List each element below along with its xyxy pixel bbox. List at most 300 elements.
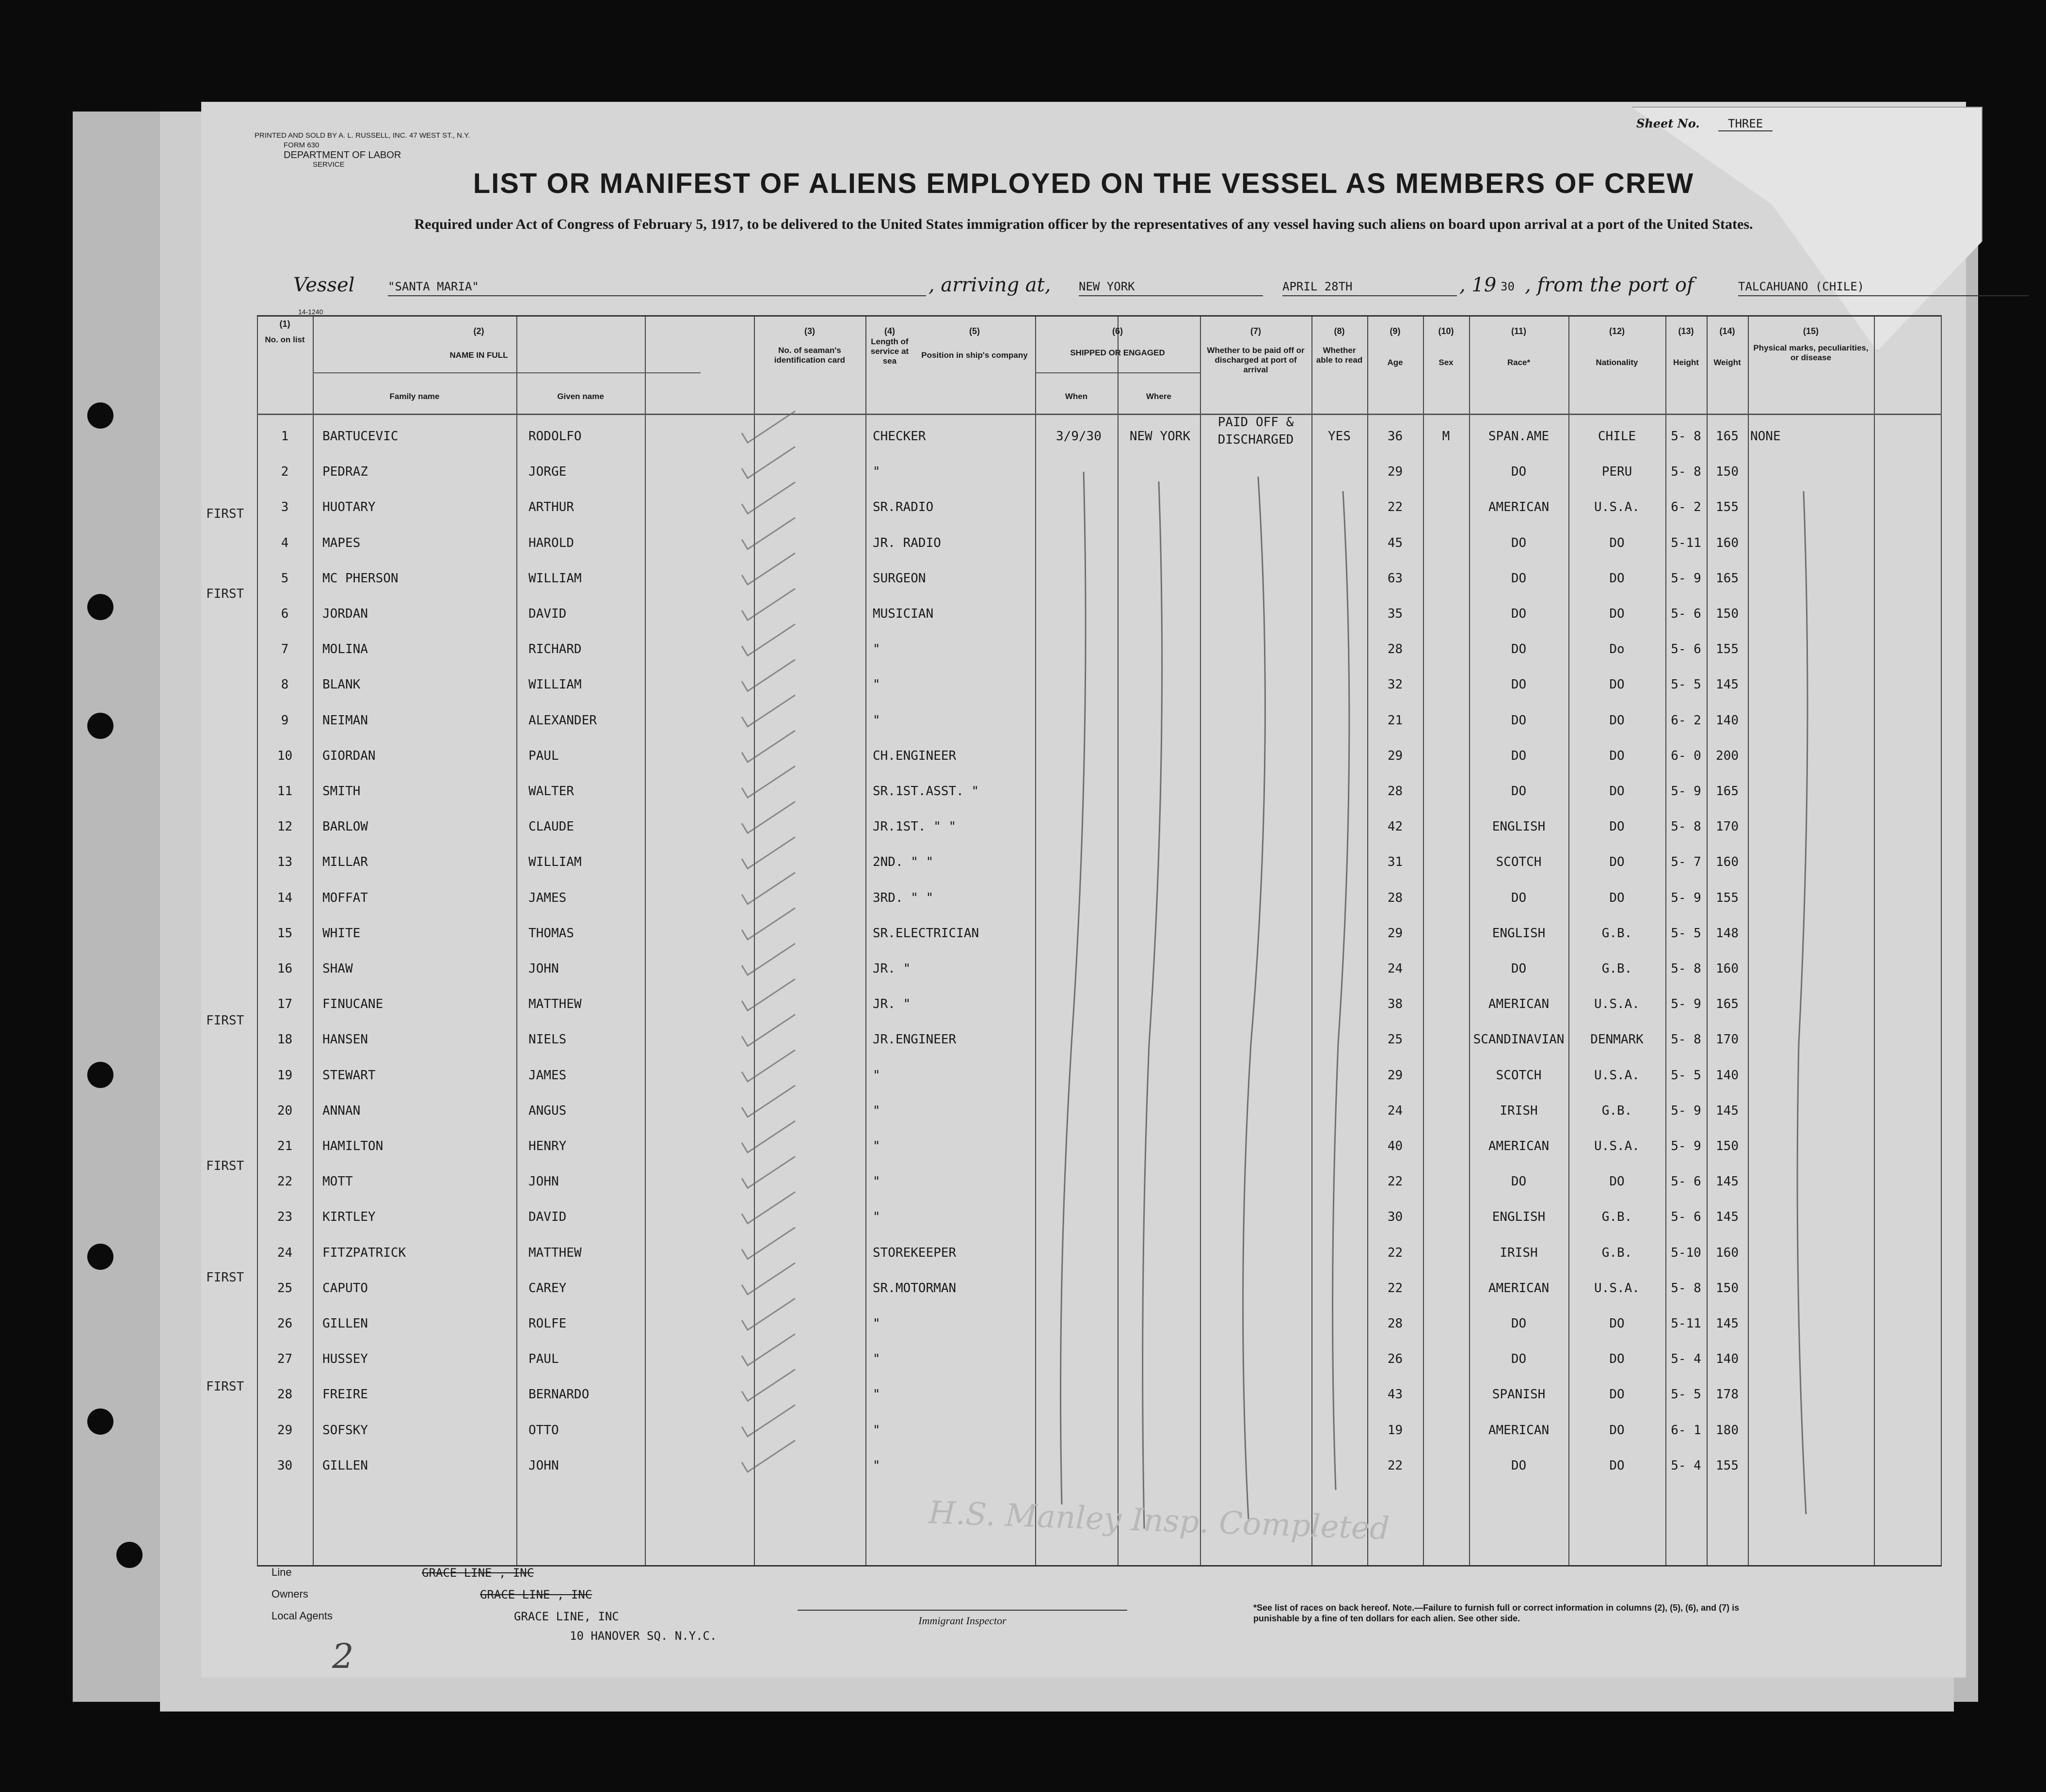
cell-position: " bbox=[873, 1458, 880, 1473]
cell-family: CAPUTO bbox=[322, 1280, 368, 1296]
cell-nat: U.S.A. bbox=[1594, 500, 1640, 515]
cell-weight: 160 bbox=[1716, 1245, 1739, 1260]
cell-no: 2 bbox=[281, 464, 289, 480]
margin-note: FIRST bbox=[206, 1379, 244, 1394]
cell-height: 6- 2 bbox=[1671, 713, 1701, 728]
cell-height: 5-11 bbox=[1671, 1316, 1701, 1331]
col-num-3: (3) bbox=[804, 326, 815, 336]
cell-age: 30 bbox=[1387, 1210, 1403, 1225]
cell-given: ROLFE bbox=[528, 1316, 567, 1331]
cell-height: 6- 0 bbox=[1671, 748, 1701, 763]
cell-given: WILLIAM bbox=[528, 677, 582, 692]
header-physical-marks: Physical marks, peculiarities, or disease bbox=[1753, 343, 1869, 362]
cell-race: DO bbox=[1511, 677, 1527, 692]
cell-no: 13 bbox=[277, 855, 293, 870]
pencil-marks bbox=[257, 317, 1942, 1565]
col-num-5: (5) bbox=[969, 326, 980, 336]
cell-position: CHECKER bbox=[873, 429, 926, 444]
col-num-13: (13) bbox=[1678, 326, 1694, 336]
cell-height: 5- 6 bbox=[1671, 642, 1701, 657]
cell-no: 5 bbox=[281, 571, 289, 586]
cell-race: DO bbox=[1511, 1352, 1527, 1367]
header-weight: Weight bbox=[1713, 358, 1741, 367]
cell-family: HUOTARY bbox=[322, 500, 376, 515]
cell-race: IRISH bbox=[1500, 1245, 1538, 1260]
header-where: Where bbox=[1146, 392, 1171, 401]
cell-race: AMERICAN bbox=[1488, 1280, 1550, 1296]
cell-no: 1 bbox=[281, 429, 289, 444]
port-label: , from the port of bbox=[1525, 274, 1694, 296]
cell-age: 45 bbox=[1387, 535, 1403, 550]
cell-family: MOLINA bbox=[322, 642, 368, 657]
col-num-15: (15) bbox=[1803, 326, 1819, 336]
cell-given: ARTHUR bbox=[528, 500, 574, 515]
cell-nat: DO bbox=[1609, 890, 1625, 905]
cell-family: MAPES bbox=[322, 535, 361, 550]
cell-race: AMERICAN bbox=[1488, 500, 1550, 515]
cell-nat: G.B. bbox=[1601, 1103, 1632, 1118]
cell-weight: 180 bbox=[1716, 1423, 1739, 1438]
cell-nat: DO bbox=[1609, 1352, 1625, 1367]
cell-no: 7 bbox=[281, 642, 289, 657]
cell-weight: 150 bbox=[1716, 464, 1739, 480]
cell-weight: 155 bbox=[1716, 500, 1739, 515]
vessel-value: "SANTA MARIA" bbox=[388, 280, 926, 296]
cell-height: 5- 8 bbox=[1671, 961, 1701, 976]
printer-line: SERVICE bbox=[313, 160, 345, 169]
cell-given: CAREY bbox=[528, 1280, 567, 1296]
cell-no: 25 bbox=[277, 1280, 293, 1296]
margin-note: FIRST bbox=[206, 1270, 244, 1285]
cell-position: SURGEON bbox=[873, 571, 926, 586]
cell-position: MUSICIAN bbox=[873, 607, 934, 621]
cell-height: 5- 6 bbox=[1671, 1174, 1701, 1189]
header-given-name: Given name bbox=[557, 392, 604, 401]
owners-value: GRACE LINE , INC bbox=[480, 1588, 592, 1601]
col-num-9: (9) bbox=[1390, 326, 1401, 336]
cell-weight: 140 bbox=[1716, 1352, 1739, 1367]
sheet-label: Sheet No. bbox=[1636, 116, 1700, 130]
cell-age: 22 bbox=[1387, 1174, 1403, 1189]
col-num-11: (11) bbox=[1511, 326, 1527, 336]
header-paid-off: Whether to be paid off or discharged at port of arrival bbox=[1207, 346, 1305, 374]
cell-age: 22 bbox=[1387, 1245, 1403, 1260]
cell-given: JORGE bbox=[528, 464, 567, 480]
cell-family: KIRTLEY bbox=[322, 1210, 376, 1225]
cell-family: NEIMAN bbox=[322, 713, 368, 728]
punch-hole bbox=[87, 1408, 113, 1435]
cell-no: 23 bbox=[277, 1210, 293, 1225]
printer-line: PRINTED AND SOLD BY A. L. RUSSELL, INC. 47 WEST ST., N.Y. bbox=[255, 131, 470, 140]
cell-height: 5- 9 bbox=[1671, 1139, 1701, 1153]
cell-race: DO bbox=[1511, 748, 1527, 763]
margin-note: FIRST bbox=[206, 1013, 244, 1028]
cell-weight: 160 bbox=[1716, 535, 1739, 550]
cell-race: DO bbox=[1511, 1316, 1527, 1331]
cell-given: ALEXANDER bbox=[528, 713, 597, 728]
cell-position: " bbox=[873, 464, 880, 480]
cell-height: 5- 4 bbox=[1671, 1352, 1701, 1367]
cell-weight: 145 bbox=[1716, 1210, 1739, 1225]
cell-no: 26 bbox=[277, 1316, 293, 1331]
cell-nat: U.S.A. bbox=[1594, 1068, 1640, 1083]
cell-given: THOMAS bbox=[528, 926, 574, 941]
cell-no: 11 bbox=[277, 784, 293, 799]
cell-when: 3/9/30 bbox=[1056, 429, 1102, 444]
cell-no: 6 bbox=[281, 607, 289, 621]
cell-height: 5-11 bbox=[1671, 535, 1701, 550]
cell-height: 6- 2 bbox=[1671, 500, 1701, 515]
cell-given: DAVID bbox=[528, 607, 567, 621]
line-label: Line bbox=[272, 1566, 292, 1578]
cell-nat: DO bbox=[1609, 535, 1625, 550]
cell-no: 28 bbox=[277, 1387, 293, 1402]
header-able-to-read: Whether able to read bbox=[1316, 346, 1363, 365]
cell-age: 29 bbox=[1387, 748, 1403, 763]
header-nationality: Nationality bbox=[1596, 358, 1638, 367]
cell-race: DO bbox=[1511, 607, 1527, 621]
cell-nat: U.S.A. bbox=[1594, 1139, 1640, 1153]
cell-family: HANSEN bbox=[322, 1032, 368, 1047]
cell-given: RODOLFO bbox=[528, 429, 582, 444]
cell-age: 36 bbox=[1387, 429, 1403, 444]
header-name-in-full: NAME IN FULL bbox=[449, 351, 508, 360]
cell-weight: 165 bbox=[1716, 571, 1739, 586]
cell-given: JOHN bbox=[528, 961, 559, 976]
cell-given: PAUL bbox=[528, 1352, 559, 1367]
cell-position: " bbox=[873, 1174, 880, 1189]
cell-race: DO bbox=[1511, 713, 1527, 728]
cell-weight: 145 bbox=[1716, 677, 1739, 692]
cell-race: DO bbox=[1511, 642, 1527, 657]
cell-nat: DO bbox=[1609, 571, 1625, 586]
punch-hole bbox=[87, 713, 113, 739]
header-shipped-engaged: SHIPPED OR ENGAGED bbox=[1070, 348, 1165, 357]
cell-height: 5- 8 bbox=[1671, 819, 1701, 834]
cell-height: 5- 5 bbox=[1671, 677, 1701, 692]
cell-position: 2ND. " " bbox=[873, 855, 934, 870]
cell-position: STOREKEEPER bbox=[873, 1245, 957, 1260]
cell-given: WALTER bbox=[528, 784, 574, 799]
col-num-6: (6) bbox=[1112, 326, 1123, 336]
cell-family: BARLOW bbox=[322, 819, 368, 834]
cell-family: BARTUCEVIC bbox=[322, 429, 399, 444]
cell-weight: 150 bbox=[1716, 1139, 1739, 1153]
cell-weight: 165 bbox=[1716, 997, 1739, 1012]
cell-weight: 200 bbox=[1716, 748, 1739, 763]
cell-family: GILLEN bbox=[322, 1458, 368, 1473]
cell-height: 5- 5 bbox=[1671, 1387, 1701, 1402]
cell-no: 17 bbox=[277, 997, 293, 1012]
cell-position: SR.MOTORMAN bbox=[873, 1280, 957, 1296]
cell-age: 29 bbox=[1387, 464, 1403, 480]
cell-no: 16 bbox=[277, 961, 293, 976]
header-sex: Sex bbox=[1439, 358, 1454, 367]
punch-hole bbox=[116, 1542, 143, 1568]
port-value: TALCAHUANO (CHILE) bbox=[1738, 280, 2029, 296]
cell-given: DAVID bbox=[528, 1210, 567, 1225]
cell-nat: U.S.A. bbox=[1594, 1280, 1640, 1296]
cell-no: 14 bbox=[277, 890, 293, 905]
cell-weight: 148 bbox=[1716, 926, 1739, 941]
cell-no: 12 bbox=[277, 819, 293, 834]
cell-weight: 165 bbox=[1716, 429, 1739, 444]
cell-nat: G.B. bbox=[1601, 961, 1632, 976]
cell-family: FREIRE bbox=[322, 1387, 368, 1402]
cell-weight: 170 bbox=[1716, 1032, 1739, 1047]
agents-address: 10 HANOVER SQ. N.Y.C. bbox=[570, 1629, 717, 1643]
header-position: Position in ship's company bbox=[921, 351, 1028, 360]
cell-family: MC PHERSON bbox=[322, 571, 399, 586]
cell-paid: PAID OFF & DISCHARGED bbox=[1217, 415, 1294, 447]
cell-no: 21 bbox=[277, 1139, 293, 1153]
cell-nat: U.S.A. bbox=[1594, 997, 1640, 1012]
cell-position: " bbox=[873, 1387, 880, 1402]
cell-given: JAMES bbox=[528, 890, 567, 905]
cell-age: 29 bbox=[1387, 1068, 1403, 1083]
cell-nat: DO bbox=[1609, 855, 1625, 870]
cell-family: GILLEN bbox=[322, 1316, 368, 1331]
cell-given: HAROLD bbox=[528, 535, 574, 550]
cell-age: 29 bbox=[1387, 926, 1403, 941]
cell-nat: DO bbox=[1609, 1387, 1625, 1402]
cell-family: ANNAN bbox=[322, 1103, 361, 1118]
cell-marks: NONE bbox=[1750, 429, 1781, 444]
cell-no: 4 bbox=[281, 535, 289, 550]
cell-race: AMERICAN bbox=[1488, 997, 1550, 1012]
cell-family: GIORDAN bbox=[322, 748, 376, 763]
cell-family: SHAW bbox=[322, 961, 353, 976]
margin-note: FIRST bbox=[206, 507, 244, 521]
cell-weight: 150 bbox=[1716, 607, 1739, 621]
cell-age: 28 bbox=[1387, 642, 1403, 657]
cell-weight: 145 bbox=[1716, 1174, 1739, 1189]
cell-race: AMERICAN bbox=[1488, 1423, 1550, 1438]
cell-weight: 140 bbox=[1716, 1068, 1739, 1083]
sheet-value: THREE bbox=[1718, 117, 1773, 131]
page-title: LIST OR MANIFEST OF ALIENS EMPLOYED ON THE VESSEL AS MEMBERS OF CREW bbox=[473, 168, 1694, 199]
manifest-page bbox=[201, 102, 1966, 1678]
cell-age: 35 bbox=[1387, 607, 1403, 621]
cell-nat: G.B. bbox=[1601, 926, 1632, 941]
cell-nat: DO bbox=[1609, 1458, 1625, 1473]
cell-position: " bbox=[873, 713, 880, 728]
cell-race: DO bbox=[1511, 535, 1527, 550]
cell-nat: DO bbox=[1609, 713, 1625, 728]
cell-age: 24 bbox=[1387, 961, 1403, 976]
cell-race: ENGLISH bbox=[1492, 1210, 1546, 1225]
cell-race: DO bbox=[1511, 571, 1527, 586]
header-seaman-card: No. of seaman's identification card bbox=[774, 346, 846, 365]
printer-imprint bbox=[255, 131, 470, 170]
col-num-10: (10) bbox=[1438, 326, 1454, 336]
col-num-14: (14) bbox=[1719, 326, 1735, 336]
cell-height: 5- 9 bbox=[1671, 571, 1701, 586]
cell-height: 5- 5 bbox=[1671, 926, 1701, 941]
cell-weight: 145 bbox=[1716, 1103, 1739, 1118]
cell-race: DO bbox=[1511, 890, 1527, 905]
cell-weight: 165 bbox=[1716, 784, 1739, 799]
cell-nat: DO bbox=[1609, 607, 1625, 621]
cell-height: 5- 8 bbox=[1671, 1032, 1701, 1047]
cell-position: " bbox=[873, 642, 880, 657]
header-race: Race* bbox=[1507, 358, 1531, 367]
agents-label: Local Agents bbox=[272, 1610, 333, 1622]
cell-nat: DO bbox=[1609, 819, 1625, 834]
page-subtitle: Required under Act of Congress of February 5, 1917, to be delivered to the United States immigration officer by the representatives of any vessel having such aliens on board upon arrival at a port of the United States. bbox=[414, 216, 1753, 232]
cell-given: HENRY bbox=[528, 1139, 567, 1153]
col-num-1: (1) bbox=[279, 319, 290, 329]
cell-nat: DO bbox=[1609, 1316, 1625, 1331]
arriving-value: NEW YORK bbox=[1079, 280, 1263, 296]
margin-note: FIRST bbox=[206, 1159, 244, 1173]
cell-given: JOHN bbox=[528, 1458, 559, 1473]
cell-family: JORDAN bbox=[322, 607, 368, 621]
cell-nat: CHILE bbox=[1598, 429, 1636, 444]
cell-given: NIELS bbox=[528, 1032, 567, 1047]
cell-age: 22 bbox=[1387, 1458, 1403, 1473]
cell-height: 5- 8 bbox=[1671, 1280, 1701, 1296]
cell-no: 22 bbox=[277, 1174, 293, 1189]
header-height: Height bbox=[1673, 358, 1699, 367]
cell-age: 21 bbox=[1387, 713, 1403, 728]
cell-no: 15 bbox=[277, 926, 293, 941]
cell-race: DO bbox=[1511, 464, 1527, 480]
cell-position: " bbox=[873, 677, 880, 692]
cell-race: DO bbox=[1511, 1174, 1527, 1189]
cell-weight: 160 bbox=[1716, 961, 1739, 976]
cell-age: 19 bbox=[1387, 1423, 1403, 1438]
cell-nat: DENMARK bbox=[1590, 1032, 1644, 1047]
arriving-label: , arriving at, bbox=[928, 274, 1051, 296]
date-value: APRIL 28TH bbox=[1282, 280, 1457, 296]
cell-height: 5- 5 bbox=[1671, 1068, 1701, 1083]
line-value: GRACE LINE , INC bbox=[422, 1566, 534, 1580]
col-num-12: (12) bbox=[1609, 326, 1625, 336]
cell-family: MOTT bbox=[322, 1174, 353, 1189]
cell-position: JR. " bbox=[873, 997, 911, 1012]
cell-given: JAMES bbox=[528, 1068, 567, 1083]
cell-weight: 178 bbox=[1716, 1387, 1739, 1402]
cell-position: JR.1ST. " " bbox=[873, 819, 957, 834]
punch-hole bbox=[38, 309, 64, 336]
year-label: , 19 bbox=[1459, 274, 1497, 296]
cell-no: 24 bbox=[277, 1245, 293, 1260]
cell-position: " bbox=[873, 1423, 880, 1438]
cell-sex: M bbox=[1442, 429, 1450, 444]
cell-weight: 150 bbox=[1716, 1280, 1739, 1296]
cell-race: AMERICAN bbox=[1488, 1139, 1550, 1153]
cell-nat: DO bbox=[1609, 748, 1625, 763]
cell-position: " bbox=[873, 1103, 880, 1118]
cell-nat: DO bbox=[1609, 1174, 1625, 1189]
cell-given: WILLIAM bbox=[528, 855, 582, 870]
punch-hole bbox=[87, 594, 113, 620]
cell-race: ENGLISH bbox=[1492, 926, 1546, 941]
cell-race: SPANISH bbox=[1492, 1387, 1546, 1402]
cell-position: SR.RADIO bbox=[873, 500, 934, 515]
cell-position: 3RD. " " bbox=[873, 890, 934, 905]
punch-hole bbox=[38, 383, 64, 409]
form-number: 14-1240 bbox=[298, 308, 323, 316]
cell-family: MOFFAT bbox=[322, 890, 368, 905]
cell-height: 5- 9 bbox=[1671, 784, 1701, 799]
punch-hole bbox=[87, 1062, 113, 1088]
cell-family: PEDRAZ bbox=[322, 464, 368, 480]
cell-height: 5- 9 bbox=[1671, 890, 1701, 905]
cell-family: SOFSKY bbox=[322, 1423, 368, 1438]
punch-hole bbox=[87, 402, 113, 429]
owners-label: Owners bbox=[272, 1588, 308, 1600]
cell-given: MATTHEW bbox=[528, 1245, 582, 1260]
cell-height: 5- 8 bbox=[1671, 464, 1701, 480]
cell-race: DO bbox=[1511, 1458, 1527, 1473]
cell-nat: PERU bbox=[1601, 464, 1632, 480]
cell-position: JR.ENGINEER bbox=[873, 1032, 957, 1047]
cell-no: 8 bbox=[281, 677, 289, 692]
cell-position: JR. RADIO bbox=[873, 535, 941, 550]
cell-weight: 170 bbox=[1716, 819, 1739, 834]
cell-height: 5- 9 bbox=[1671, 1103, 1701, 1118]
cell-age: 24 bbox=[1387, 1103, 1403, 1118]
cell-height: 5- 4 bbox=[1671, 1458, 1701, 1473]
cell-age: 28 bbox=[1387, 784, 1403, 799]
cell-age: 32 bbox=[1387, 677, 1403, 692]
cell-age: 63 bbox=[1387, 571, 1403, 586]
cell-position: JR. " bbox=[873, 961, 911, 976]
cell-no: 19 bbox=[277, 1068, 293, 1083]
sheet-number bbox=[1636, 116, 1773, 130]
cell-no: 9 bbox=[281, 713, 289, 728]
cell-no: 18 bbox=[277, 1032, 293, 1047]
cell-age: 40 bbox=[1387, 1139, 1403, 1153]
cell-family: STEWART bbox=[322, 1068, 376, 1083]
inspector-signature: H.S. Manley Insp. Completed bbox=[927, 1495, 1391, 1547]
cell-weight: 155 bbox=[1716, 890, 1739, 905]
cell-weight: 140 bbox=[1716, 713, 1739, 728]
cell-given: RICHARD bbox=[528, 642, 582, 657]
cell-family: MILLAR bbox=[322, 855, 368, 870]
col-num-2: (2) bbox=[473, 326, 484, 336]
col-num-4: (4) bbox=[884, 326, 895, 336]
cell-nat: G.B. bbox=[1601, 1245, 1632, 1260]
cell-height: 5-10 bbox=[1671, 1245, 1701, 1260]
crew-table bbox=[257, 315, 1942, 1567]
printer-line: DEPARTMENT OF LABOR bbox=[284, 150, 401, 160]
cell-position: SR.1ST.ASST. " bbox=[873, 784, 979, 799]
vessel-line bbox=[293, 274, 1893, 303]
cell-family: HUSSEY bbox=[322, 1352, 368, 1367]
cell-race: SCOTCH bbox=[1496, 1068, 1542, 1083]
cell-given: PAUL bbox=[528, 748, 559, 763]
header-length-of-service: Length of service at sea bbox=[870, 337, 909, 366]
cell-age: 28 bbox=[1387, 1316, 1403, 1331]
cell-given: BERNARDO bbox=[528, 1387, 590, 1402]
cell-height: 5- 8 bbox=[1671, 429, 1701, 444]
cell-age: 43 bbox=[1387, 1387, 1403, 1402]
cell-given: JOHN bbox=[528, 1174, 559, 1189]
cell-position: CH.ENGINEER bbox=[873, 748, 957, 763]
cell-age: 22 bbox=[1387, 500, 1403, 515]
cell-no: 10 bbox=[277, 748, 293, 763]
cell-read: YES bbox=[1328, 429, 1351, 444]
cell-height: 5- 6 bbox=[1671, 1210, 1701, 1225]
cell-race: SCOTCH bbox=[1496, 855, 1542, 870]
cell-height: 5- 7 bbox=[1671, 855, 1701, 870]
cell-race: SPAN.AME bbox=[1488, 429, 1550, 444]
cell-nat: DO bbox=[1609, 1423, 1625, 1438]
cell-nat: G.B. bbox=[1601, 1210, 1632, 1225]
